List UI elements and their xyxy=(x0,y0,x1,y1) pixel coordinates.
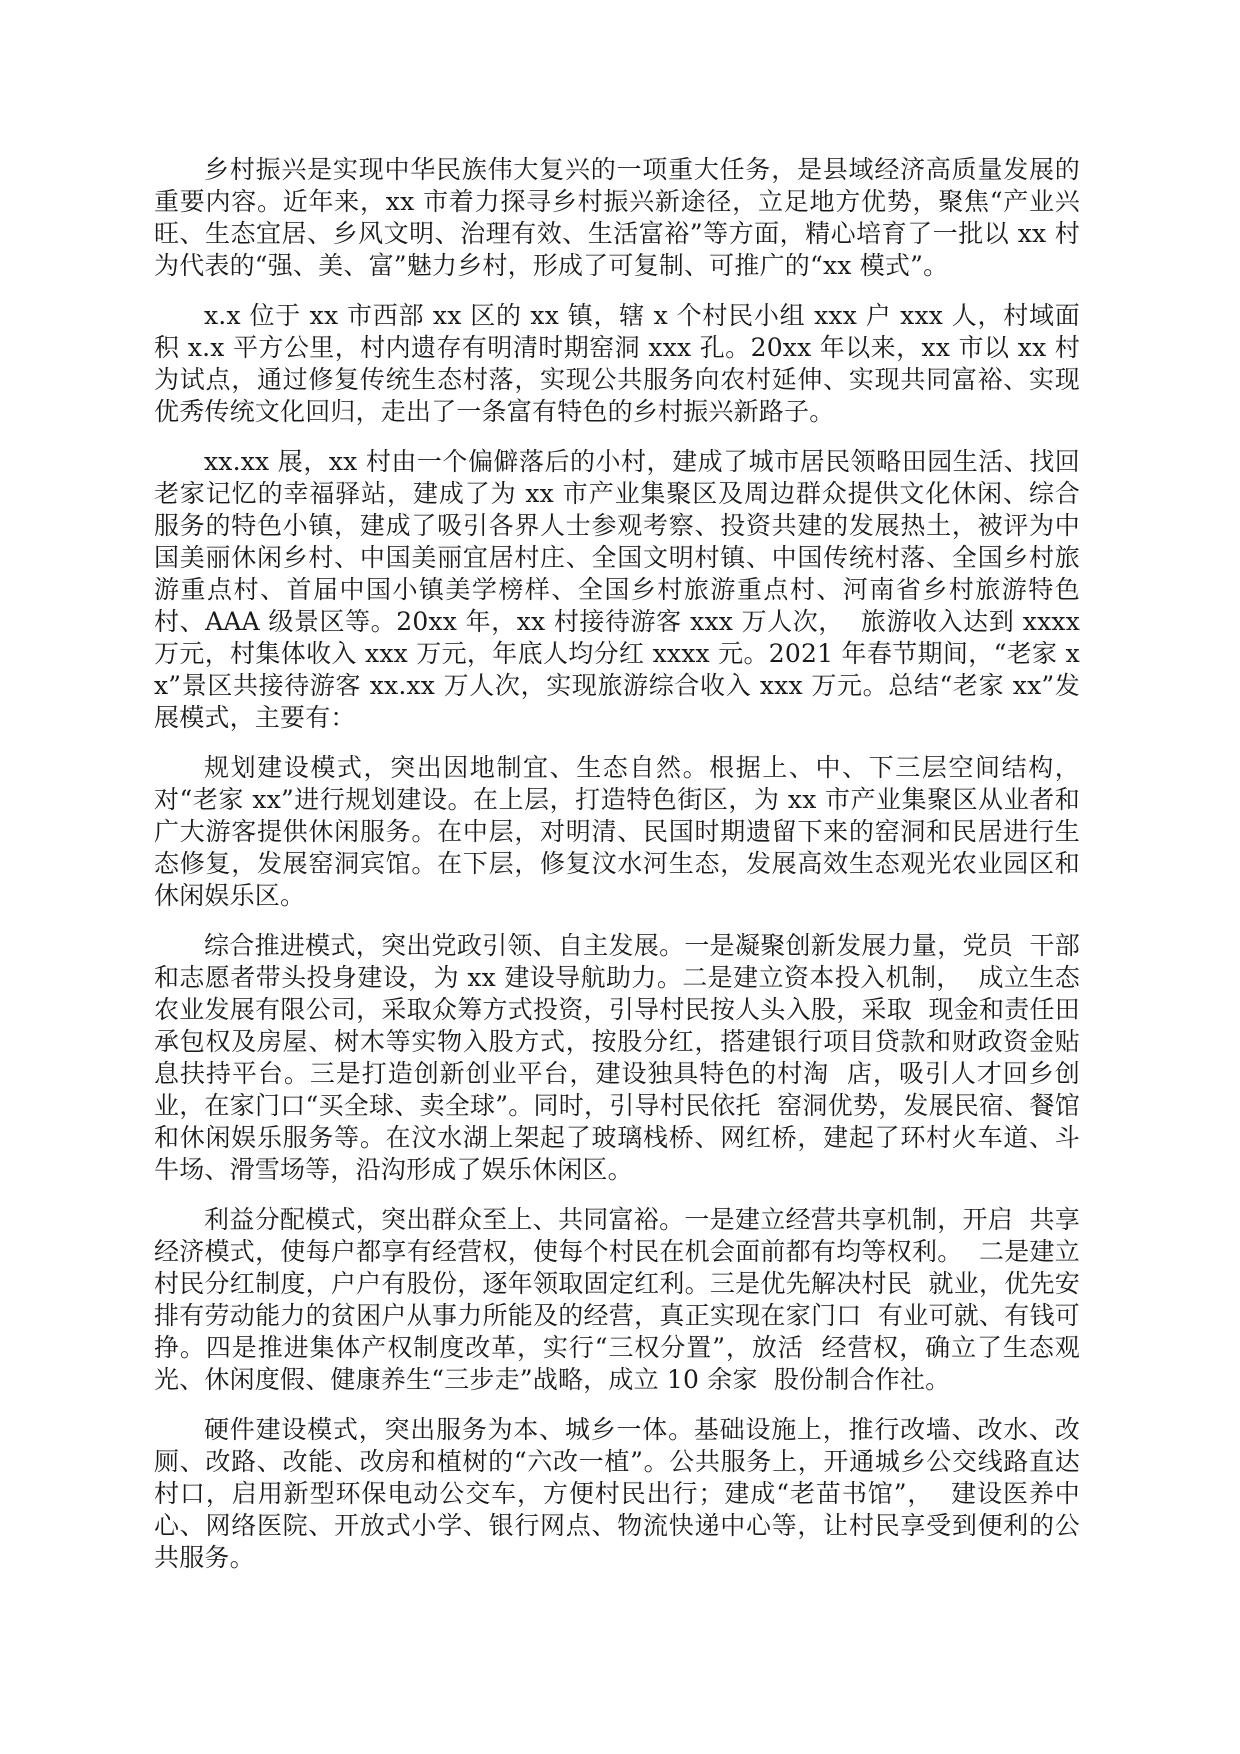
paragraph-comprehensive-model: 综合推进模式，突出党政引领、自主发展。一是凝聚创新发展力量，党员 干部和志愿者带头投身建设，为 xx 建设导航助力。二是建立资本投入机制， 成立生态农业发展有限公司，采取众筹方式投资，引导村民按人头入股，采取 现金和责任田承包权及房屋、树木等实物入股方式，按股分红，搭建银行项目贷款和财政资金贴息扶持平台。三是打造创新创业平台，建设独具特色的村淘 店，吸引人才回乡创业，在家门口“买全球、卖全球”。同时，引导村民依托 窑洞优势，发展民宿、餐馆和休闲娱乐服务等。在汶水湖上架起了玻璃栈桥、网红桥，建起了环村火车道、斗牛场、滑雪场等，沿沟形成了娱乐休闲区。 xyxy=(154,931,1080,1184)
paragraph-benefit-model: 利益分配模式，突出群众至上、共同富裕。一是建立经营共享机制，开启 共享经济模式，使每户都享有经营权，使每个村民在机会面前都有均等权利。 二是建立村民分红制度，户户有股份，逐年领取固定红利。三是优先解决村民 就业，优先安排有劳动能力的贫困户从事力所能及的经营，真正实现在家门口 有业可就、有钱可挣。四是推进集体产权制度改革，实行“三权分置”，放活 经营权，确立了生态观光、休闲度假、健康养生“三步走”战略，成立 10 余家 股份制合作社。 xyxy=(154,1205,1080,1394)
paragraph-intro: 乡村振兴是实现中华民族伟大复兴的一项重大任务，是县域经济高质量发展的重要内容。近年来，xx 市着力探寻乡村振兴新途径，立足地方优势，聚焦“产业兴旺、生态宜居、乡风文明、治理有效、生活富裕”等方面，精心培育了一批以 xx 村为代表的“强、美、富”魅力乡村，形成了可复制、可推广的“xx 模式”。 xyxy=(154,155,1080,280)
document-body xyxy=(154,154,1097,1592)
paragraph-village-overview: x.x 位于 xx 市西部 xx 区的 xx 镇，辖 x 个村民小组 xxx 户 xxx 人，村域面积 x.x 平方公里，村内遗存有明清时期窑洞 xxx 孔。20xx 年以来，xx 市以 xx 村为试点，通过修复传统生态村落，实现公共服务向农村延伸、实现共同富裕、实现优秀传统文化回归，走出了一条富有特色的乡村振兴新路子。 xyxy=(154,301,1080,426)
paragraph-hardware-model: 硬件建设模式，突出服务为本、城乡一体。基础设施上，推行改墙、改水、改厕、改路、改能、改房和植树的“六改一植”。公共服务上，开通城乡公交线路直达村口，启用新型环保电动公交车，方便村民出行；建成“老苗书馆”， 建设医养中心、网络医院、开放式小学、银行网点、物流快递中心等，让村民享受到便利的公共服务。 xyxy=(154,1415,1080,1572)
paragraph-planning-model: 规划建设模式，突出因地制宜、生态自然。根据上、中、下三层空间结构， 对“老家 xx”进行规划建设。在上层，打造特色街区，为 xx 市产业集聚区从业者和广大游客提供休闲服务。在中层，对明清、民国时期遗留下来的窑洞和民居进行生态修复，发展窑洞宾馆。在下层，修复汶水河生态，发展高效生态观光农业园区和休闲娱乐区。 xyxy=(154,753,1097,910)
paragraph-development-achievements: xx.xx 展，xx 村由一个偏僻落后的小村，建成了城市居民领略田园生活、找回老家记忆的幸福驿站，建成了为 xx 市产业集聚区及周边群众提供文化休闲、综合服务的特色小镇，建成了吸引各界人士参观考察、投资共建的发展热土，被评为中国美丽休闲乡村、中国美丽宜居村庄、全国文明村镇、中国传统村落、全国乡村旅游重点村、首届中国小镇美学榜样、全国乡村旅游重点村、河南省乡村旅游特色村、AAA 级景区等。20xx 年，xx 村接待游客 xxx 万人次， 旅游收入达到 xxxx 万元，村集体收入 xxx 万元，年底人均分红 xxxx 元。2021 年春节期间，“老家 xx”景区共接待游客 xx.xx 万人次，实现旅游综合收入 xxx 万元。总结“老家 xx”发展模式，主要有： xyxy=(154,447,1089,732)
